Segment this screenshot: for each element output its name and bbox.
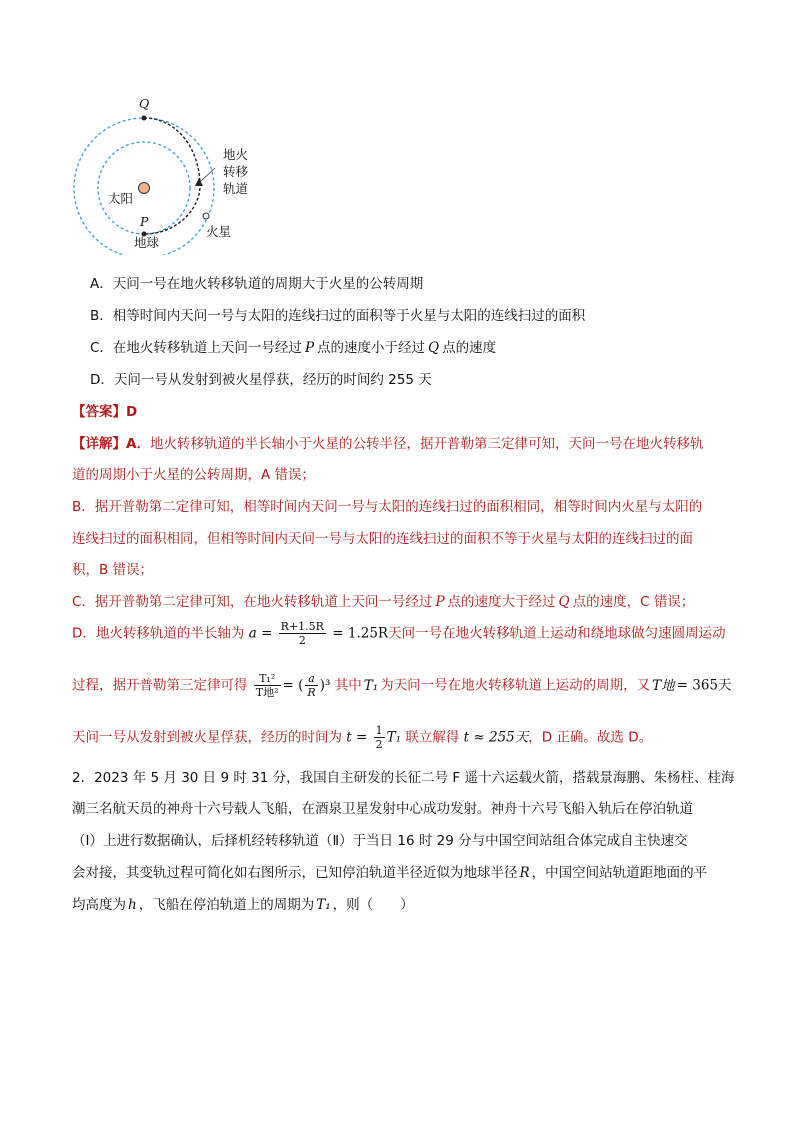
explain-d3-den: 2 bbox=[375, 738, 383, 751]
q2-line4-post: ，中国空间站轨道距地面的平 bbox=[531, 865, 708, 881]
explain-a-text1: 地火转移轨道的半长轴小于火星的公转半径，据开普勒第三定律可知，天问一号在地火转移轨 bbox=[149, 436, 704, 452]
explain-d2-pre: 过程，据开普勒第三定律可得 bbox=[72, 677, 248, 694]
explain-c-mid: 点的速度大于经过 bbox=[447, 594, 556, 610]
q2-line5 bbox=[72, 893, 414, 913]
label-earth: 地球 bbox=[134, 235, 160, 250]
q2-line2: 潮三名航天员的神舟十六号载人飞船，在酒泉卫星发射中心成功发射。神舟十六号飞船入轨后在停泊轨道 bbox=[72, 801, 693, 817]
explain-d1-res: = 1.25R bbox=[332, 625, 389, 642]
q2-line4-r: R bbox=[519, 865, 530, 881]
explain-d3-post: ，D 正确。故选 D。 bbox=[528, 729, 653, 746]
orbit-diagram bbox=[60, 90, 260, 255]
explain-d-line2 bbox=[72, 672, 732, 699]
explain-d-line3 bbox=[72, 724, 652, 751]
explain-b-line1: B．据开普勒第二定律可知，相等时间内天问一号与太阳的连线扫过的面积相同，相等时间内火星与太阳的 bbox=[72, 499, 703, 515]
explain-d3-t: t bbox=[346, 729, 352, 746]
option-d: D．天问一号从发射到被火星俘获，经历的时间约 255 天 bbox=[90, 372, 432, 388]
explain-d2-den2: R bbox=[307, 686, 316, 699]
label-transfer-2: 转移 bbox=[223, 164, 249, 179]
explain-c-q: Q bbox=[558, 594, 570, 610]
explain-d2-den: T地² bbox=[255, 686, 279, 699]
q2-line5-pre: 均高度为 bbox=[72, 897, 126, 913]
explain-d3-pre: 天问一号从发射到被火星俘获，经历的时间为 bbox=[72, 729, 342, 746]
sun bbox=[139, 183, 150, 194]
explain-c-p: P bbox=[435, 594, 445, 610]
explain-d3-frac bbox=[374, 724, 385, 751]
transfer-orbit bbox=[144, 118, 200, 234]
option-a: A．天问一号在地火转移轨道的周期大于火星的公转周期 bbox=[90, 276, 424, 292]
label-sun: 太阳 bbox=[108, 191, 134, 206]
q2-line5-h: h bbox=[128, 897, 137, 913]
explain-a-line1 bbox=[72, 432, 703, 452]
option-c bbox=[90, 336, 496, 356]
explain-d3-res: t ≈ 255天 bbox=[463, 729, 529, 746]
option-c-p: P bbox=[304, 340, 315, 356]
explain-d2-tdi: T地 bbox=[652, 677, 675, 694]
point-q bbox=[142, 116, 147, 121]
label-p: P bbox=[140, 214, 149, 229]
label-mars: 火星 bbox=[206, 224, 232, 239]
explain-d-line1 bbox=[72, 620, 726, 647]
q2-line1: 2．2023 年 5 月 30 日 9 时 31 分，我国自主研发的长征二号 F 遥十六运载火箭，搭载景海鹏、朱杨柱、桂海 bbox=[72, 770, 735, 786]
explain-d1-post: 天问一号在地火转移轨道上运动和绕地球做匀速圆周运动 bbox=[388, 625, 726, 642]
q2-line4 bbox=[72, 861, 707, 881]
transfer-arrow bbox=[195, 178, 203, 186]
explain-d2-post: 为天问一号在地火转移轨道上运动的周期，又 bbox=[380, 677, 651, 694]
explain-d2-num2: a bbox=[305, 672, 317, 686]
option-b: B．相等时间内天问一号与太阳的连线扫过的面积等于火星与太阳的连线扫过的面积 bbox=[90, 308, 586, 324]
explain-d1-num: R+1.5R bbox=[280, 620, 324, 633]
explain-d3-num: 1 bbox=[375, 724, 383, 737]
explain-d1-a: a bbox=[248, 625, 257, 642]
q2-line4-pre: 会对接，其变轨过程可简化如右图所示，已知停泊轨道半径近似为地球半径 bbox=[72, 865, 518, 881]
option-c-q: Q bbox=[428, 340, 440, 356]
option-c-mid: 点的速度小于经过 bbox=[317, 340, 426, 356]
q2-line5-mid: ，飞船在停泊轨道上的周期为 bbox=[138, 897, 315, 913]
explain-d2-num: T₁² bbox=[254, 672, 281, 686]
q2-line5-post: ，则（ ） bbox=[332, 897, 414, 913]
explain-d2-val: = 365天 bbox=[676, 677, 732, 694]
label-transfer-3: 轨道 bbox=[223, 181, 249, 196]
label-transfer-1: 地火 bbox=[223, 147, 249, 162]
explain-d2-frac bbox=[254, 672, 281, 699]
explain-b-line2: 连线扫过的面积相同，但相等时间内天问一号与太阳的连线扫过的面积不等于火星与太阳的连线扫过的面 bbox=[72, 531, 693, 547]
explain-d1-pre: D．地火转移轨道的半长轴为 bbox=[72, 625, 245, 642]
q2-line5-t1: T₁ bbox=[316, 897, 331, 913]
explain-d3-eq: = bbox=[356, 729, 368, 746]
explain-d2-pow: )³ bbox=[319, 677, 331, 694]
explain-a-line2: 道的周期小于火星的公转周期，A 错误； bbox=[72, 467, 316, 483]
explain-c-post: 点的速度，C 错误； bbox=[572, 594, 695, 610]
explain-d2-eq: = ( bbox=[282, 677, 304, 694]
explain-d1-frac bbox=[279, 620, 326, 647]
option-c-pre: C．在地火转移轨道上天问一号经过 bbox=[90, 340, 302, 356]
explain-a-label: 【详解】A． bbox=[72, 436, 150, 452]
label-q: Q bbox=[139, 96, 150, 111]
explain-d2-t1: T₁ bbox=[363, 677, 379, 694]
explain-c-line bbox=[72, 590, 694, 610]
q2-line3: （Ⅰ）上进行数据确认，后择机经转移轨道（Ⅱ）于当日 16 时 29 分与中国空间站组合体完成自主快速交 bbox=[72, 833, 688, 849]
explain-d1-eq: = bbox=[261, 625, 273, 642]
explain-d3-t1: T₁ bbox=[386, 729, 402, 746]
option-c-post: 点的速度 bbox=[442, 340, 497, 356]
explain-d3-mid: 联立解得 bbox=[405, 729, 460, 746]
explain-b-line3: 积，B 错误； bbox=[72, 562, 154, 578]
explain-c-pre: C．据开普勒第二定律可知，在地火转移轨道上天问一号经过 bbox=[72, 594, 433, 610]
mars-planet bbox=[203, 213, 209, 219]
explain-d2-frac2 bbox=[305, 672, 317, 699]
explain-d2-mid: 其中 bbox=[334, 677, 362, 694]
explain-d1-den: 2 bbox=[298, 634, 306, 647]
answer-label: 【答案】D bbox=[72, 404, 138, 420]
